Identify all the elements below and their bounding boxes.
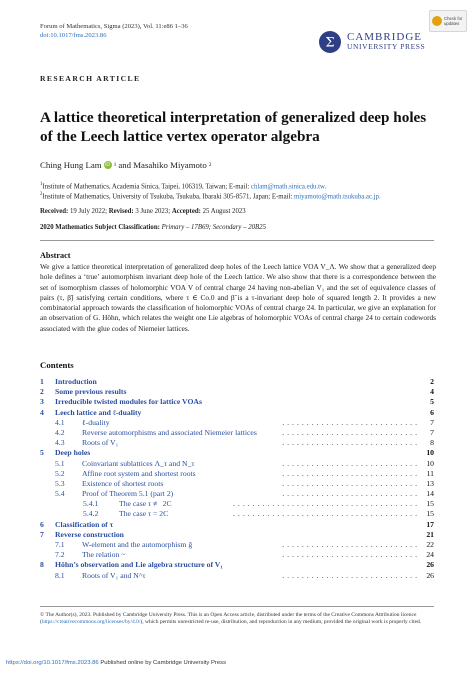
footer-doi-link[interactable]: https://doi.org/10.1017/fms.2023.86 [6,660,99,666]
msc-classification: 2020 Mathematics Subject Classification: Primary – 17B69; Secondary – 20B25 [40,224,266,231]
license-link[interactable]: https://creativecommons.org/licenses/by/4.0/ [41,619,141,625]
toc-entry-page: 8 [430,438,434,448]
toc-leader-dots: ............................ [282,550,420,560]
toc-entry[interactable] [40,459,434,469]
toc-entry-page: 5 [430,397,434,407]
footer-text: Published online by Cambridge University Press [100,660,227,666]
toc-entry-page: 14 [426,489,434,499]
toc-entry-page: 24 [426,550,434,560]
toc-entry-label[interactable]: Irreducible twisted modules for lattice VOAs [55,397,202,407]
toc-entry-page: 6 [430,407,434,417]
toc-entry-number: 4.1 [55,417,65,427]
toc-entry[interactable] [40,530,434,540]
toc-entry-number: 7.1 [55,540,65,549]
toc-entry[interactable] [40,469,434,479]
toc-leader-dots: ............................ [282,468,420,478]
toc-entry-number: 5.1 [55,458,65,468]
article-type: RESEARCH ARTICLE [40,74,141,83]
toc-entry-number: 5.4.2 [83,509,99,519]
affiliation-2: $^2$Institute of Mathematics, University of Tsukuba, Tsukuba, Ibaraki 305-8571, Japan; E-mail: miyamoto@math.tsukuba.ac.jp. [40,192,381,201]
toc-entry-label[interactable]: Deep holes [55,448,91,458]
toc-entry-number: 4 [40,407,44,417]
toc-entry[interactable] [40,387,434,397]
toc-entry-page: 10 [426,448,434,458]
contents-heading: Contents [40,360,74,370]
toc-entry-number: 4.2 [55,427,65,437]
page-footer [6,660,226,666]
journal-header [40,22,188,40]
toc-entry[interactable] [40,448,434,458]
orcid-icon[interactable]: iD [105,162,110,168]
affiliation-1: $^1$Institute of Mathematics, Academia Sinica, Taipei, 106319, Taiwan; E-mail: chlam@math.sinica.edu.tw. [40,182,327,191]
toc-entry-number: 5 [40,448,44,458]
toc-entry[interactable] [40,489,434,499]
toc-leader-dots: ............................ [282,478,420,488]
toc-entry-number: 2 [40,387,44,397]
journal-doi-link[interactable]: doi:10.1017/fms.2023.86 [40,32,107,39]
email-link-1[interactable]: chlam@math.sinica.edu.tw. [250,183,327,191]
update-check-icon [432,16,442,26]
toc-leader-dots: ............................ [282,489,420,499]
toc-entry-label[interactable]: Some previous results [55,387,127,397]
cambridge-logo [318,30,425,54]
toc-entry[interactable] [40,550,434,560]
toc-entry-label[interactable]: Reverse automorphisms and associated Niemeier lattices [82,427,257,437]
toc-entry-number: 6 [40,519,44,529]
toc-entry-label[interactable]: The case τ = 2C [119,509,169,519]
divider [40,606,434,607]
toc-entry-page: 21 [426,529,434,539]
toc-entry[interactable] [40,520,434,530]
toc-entry-label[interactable]: Roots of V₁ and N^τ [82,570,146,580]
toc-entry-label[interactable]: Existence of shortest roots [82,478,164,488]
license-note: © The Author(s), 2023. Published by Cambridge University Press. This is an Open Access article, distributed under the terms of the Creative Commons Attribution licence (https://creativecommons.org/licenses/by/4.0/), which permits unrestricted re-use, distribution, and reproduction in any medium, provided the original work is properly cited. [40,612,422,625]
toc-entry-page: 15 [426,509,434,519]
toc-entry-label[interactable]: The relation ~ [82,550,126,560]
toc-entry-page: 11 [426,468,434,478]
toc-entry-page: 26 [426,560,434,570]
toc-leader-dots: ............................ [282,417,420,427]
toc-entry-number: 5.4.1 [83,499,99,509]
toc-leader-dots: ...................................... [232,499,420,509]
toc-entry[interactable] [40,560,434,570]
toc-entry-number: 5.3 [55,478,65,488]
author-1[interactable]: Ching Hung Lam [40,160,102,170]
toc-entry-page: 10 [426,458,434,468]
toc-entry-number: 5.4 [55,489,65,499]
author-2-affil: 2 [208,162,212,168]
toc-entry-label[interactable]: Proof of Theorem 5.1 (part 2) [82,489,174,499]
toc-leader-dots: ............................ [282,540,420,549]
toc-entry[interactable] [40,377,434,387]
toc-entry-number: 1 [40,377,44,386]
badge-line-1: Check for [444,16,463,21]
toc-entry-number: 4.3 [55,438,65,448]
author-list [40,160,212,170]
toc-leader-dots: ............................ [282,570,420,580]
toc-entry-page: 26 [426,570,434,580]
toc-entry-number: 8 [40,560,44,570]
toc-leader-dots: ...................................... [232,509,420,519]
toc-leader-dots: ............................ [282,458,420,468]
article-dates: Received: 19 July 2022; Revised: 3 June 2023; Accepted: 25 August 2023 [40,208,246,215]
toc-entry-label[interactable]: Leech lattice and ℓ-duality [55,407,142,417]
toc-entry-page: 7 [430,427,434,437]
check-for-updates-badge[interactable] [429,10,467,32]
toc-entry[interactable] [40,540,434,550]
badge-line-2: updates [444,21,460,26]
abstract-heading: Abstract [40,251,71,260]
toc-entry[interactable] [40,509,434,519]
toc-entry-number: 8.1 [55,570,65,580]
logo-line-2: UNIVERSITY PRESS [347,42,426,51]
cambridge-shield-icon [318,30,342,54]
toc-entry-label[interactable]: Affine root system and shortest roots [82,468,196,478]
toc-entry-number: 7.2 [55,550,65,560]
table-of-contents [40,377,434,581]
toc-entry-label[interactable]: Introduction [55,377,97,386]
toc-entry-label[interactable]: Coinvariant sublattices Λ_τ and N_τ [82,458,195,468]
toc-entry[interactable] [40,418,434,428]
toc-entry-label[interactable]: The case τ ≢ 2C [119,499,172,509]
svg-text:Σ: Σ [325,35,335,51]
toc-entry-label[interactable]: W-element and the automorphism ĝ [82,540,193,549]
toc-entry-label[interactable]: Höhn’s observation and Lie algebra structure of V₁ [55,560,223,570]
toc-entry[interactable] [40,479,434,489]
author-2[interactable]: and Masahiko Miyamoto [118,160,207,170]
email-link-2[interactable]: miyamoto@math.tsukuba.ac.jp. [293,193,381,201]
author-1-affil: 1 [113,162,117,168]
toc-entry-number: 7 [40,529,44,539]
toc-entry-number: 5.2 [55,468,65,478]
toc-leader-dots: ............................ [282,438,420,448]
toc-entry[interactable] [40,571,434,581]
abstract-text: We give a lattice theoretical interpretation of generalized deep holes of the Leech lattice VOA V_Λ. We show that a generalized deep hole defines a ‘true’ automorphism invariant deep hole of the Leech lattice. We also show that there is a correspondence between the set of isomorphism classes of holomorphic VOA V of central charge 24 having non-abelian V₁ and the set of equivalence classes of pairs (τ, β̃) satisfying certain conditions, where τ ∈ Co.0 and β̃ is a τ-invariant deep hole of squared length 2. It provides a new combinatorial approach towards the classification of holomorphic VOAs of central charge 24. In particular, we give an explanation for an observation of G. Höhn, which relates the weight one Lie algebras of holomorphic VOAs of central charge 24 to certain codewords associated with the glue codes of Niemeier lattices. [40,262,436,333]
toc-entry[interactable] [40,397,434,407]
toc-entry[interactable] [40,499,434,509]
toc-entry-label[interactable]: Reverse construction [55,529,124,539]
toc-entry-page: 22 [426,540,434,549]
logo-line-1: CAMBRIDGE [347,31,423,43]
toc-entry-page: 7 [430,417,434,427]
toc-entry-page: 13 [426,478,434,488]
toc-entry-page: 2 [430,377,434,386]
toc-entry-page: 17 [426,519,434,529]
toc-entry[interactable] [40,438,434,448]
journal-citation: Forum of Mathematics, Sigma (2023), Vol. 11:e86 1–36 [40,23,188,30]
toc-entry-label[interactable]: Classification of τ [55,519,114,529]
article-title: A lattice theoretical interpretation of generalized deep holes of the Leech lattice vertex operator algebra [40,109,427,145]
toc-entry-number: 3 [40,397,44,407]
toc-entry-page: 15 [426,499,434,509]
toc-entry-label[interactable]: ℓ-duality [82,417,110,427]
toc-entry-label[interactable]: Roots of V₁ [82,438,119,448]
toc-entry[interactable] [40,408,434,418]
toc-entry[interactable] [40,428,434,438]
toc-leader-dots: ............................ [282,427,420,437]
divider [40,240,434,241]
toc-entry-page: 4 [430,387,434,397]
